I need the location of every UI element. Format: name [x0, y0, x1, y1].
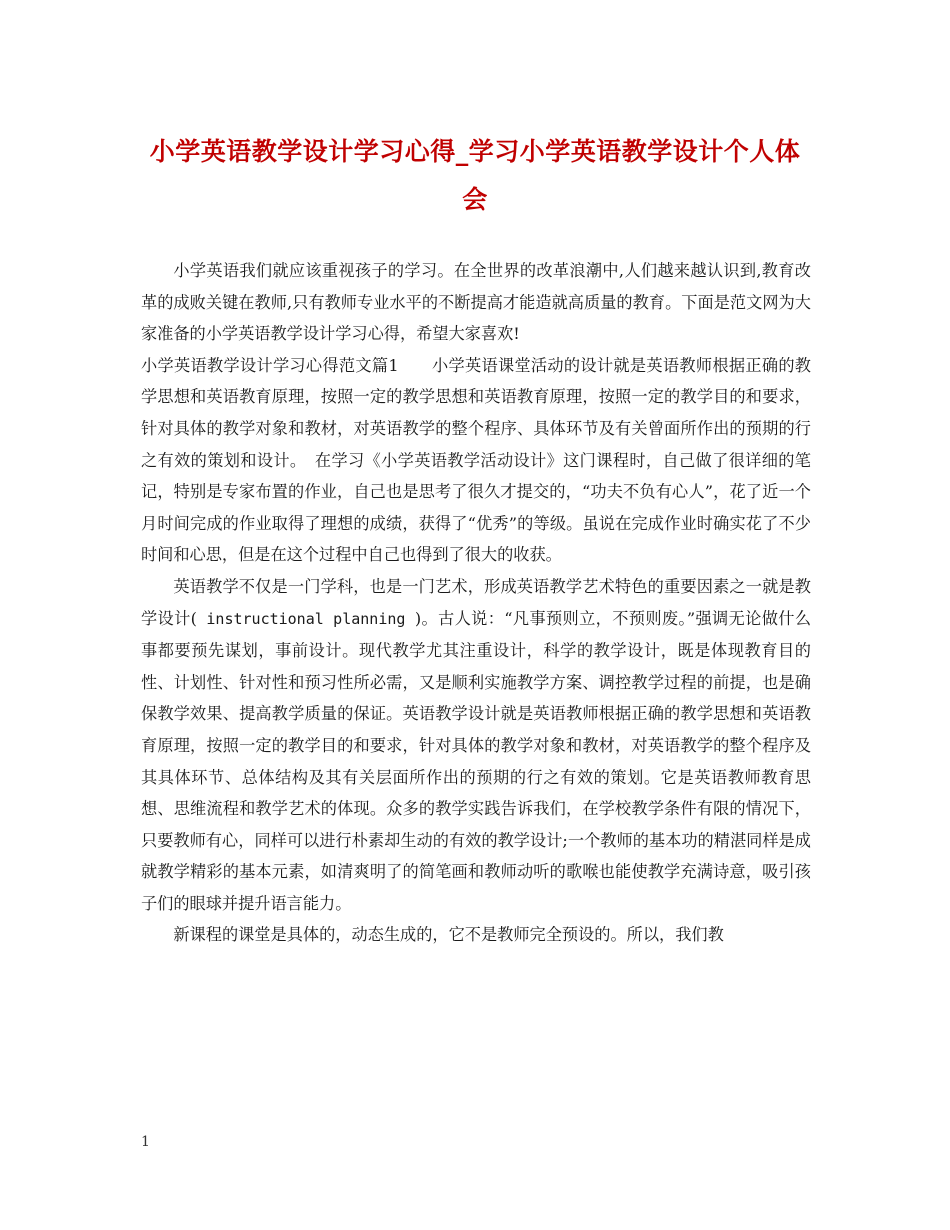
document-title: 小学英语教学设计学习心得_学习小学英语教学设计个人体会 [149, 137, 801, 214]
paragraph-text-after: )。古人说：“凡事预则立，不预则废。”强调无论做什么事都要预先谋划，事前设计。现代教学尤其注重设计，科学的教学设计，既是体现教育目的性、计划性、针对性和预习性所必需，又是顺利实施教学方案、调控教学过程的前提，也是确保教学效果、提高教学质量的保证。英语教学设计就是英语教师根据正确的教学思想和英语教育原理，按照一定的教学目的和要求，针对具体的教学对象和教材，对英语教学的整个程序及其具体环节、总体结构及其有关层面所作出的预期的行之有效的策划。它是英语教师教育思想、思维流程和教学艺术的体现。众多的教学实践告诉我们，在学校教学条件有限的情况下，只要教师有心，同样可以进行朴素却生动的有效的教学设计;一个教师的基本功的精湛同样是成就教学精彩的基本元素，如清爽明了的简笔画和教师动听的歌喉也能使教学充满诗意，吸引孩子们的眼球并提升语言能力。 [141, 608, 812, 913]
paragraph-text-before: 英语教学不仅是一门学科，也是一门艺术，形成英语教学艺术特色的重要因素之一就是教学设计( [141, 576, 811, 628]
paragraph-english-term: instructional planning [196, 609, 415, 628]
page-number: 1 [141, 1134, 150, 1150]
paragraph-instructional-design [141, 571, 811, 920]
paragraph-new-curriculum: 新课程的课堂是具体的，动态生成的，它不是教师完全预设的。所以，我们教 [173, 925, 724, 945]
paragraph-intro: 小学英语我们就应该重视孩子的学习。在全世界的改革浪潮中,人们越来越认识到,教育改革的成败关键在教师,只有教师专业水平的不断提高才能造就高质量的教育。下面是范文网为大家准备的小学英语教学设计学习心得，希望大家喜欢! [141, 261, 811, 344]
paragraph-sample-1: 小学英语教学设计学习心得范文篇1 小学英语课堂活动的设计就是英语教师根据正确的教学思想和英语教育原理，按照一定的教学思想和英语教育原理，按照一定的教学目的和要求，针对具体的教学对象和教材，对英语教学的整个程序、具体环节及有关曾面所作出的预期的行之有效的策划和设计。 在学习《小学英语教学活动设计》这门课程时，自己做了很详细的笔记，特别是专家布置的作业，自己也是思考了很久才提交的，“功夫不负有心人”，花了近一个月时间完成的作业取得了理想的成绩，获得了“优秀”的等级。虽说在完成作业时确实花了不少时间和心思，但是在这个过程中自己也得到了很大的收获。 [141, 355, 811, 565]
document-body [141, 255, 811, 951]
